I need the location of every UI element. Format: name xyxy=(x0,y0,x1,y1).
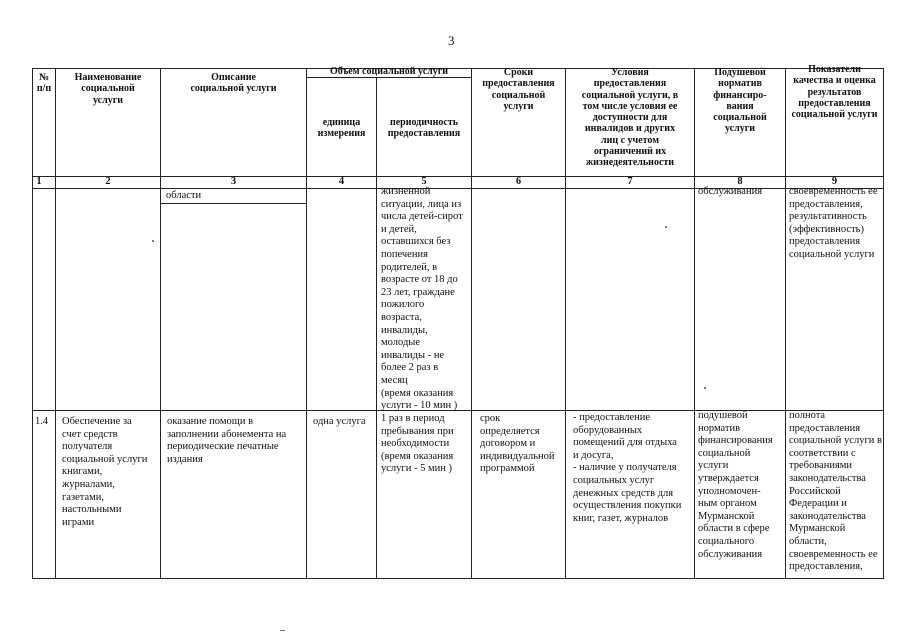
cont-description: области xyxy=(166,190,202,201)
header-volume-group: Объем социальной услуги xyxy=(329,66,449,77)
row-financing: подушевой норматив финансирования социальной услуги утверждается уполномочен- ным органом Мурманской области в сфере социального обслуживания xyxy=(698,410,773,560)
col-border-2 xyxy=(160,68,161,579)
column-number-7: 7 xyxy=(627,176,633,187)
oblasti-underline xyxy=(160,203,306,204)
col-border-8 xyxy=(785,68,786,579)
col-border-7 xyxy=(694,68,695,579)
row-periodicity: 1 раз в период пребывания при необходимости (время оказания услуги - 5 мин ) xyxy=(381,413,454,475)
row-quality-indicators: полнота предоставления социальной услуги в соответствии с требованиями законодательства Российской Федерации и законодательства Мурманской области, своевременность ее предоставления, xyxy=(789,410,882,573)
column-number-1: 1 xyxy=(36,176,42,187)
scan-speck xyxy=(665,226,667,228)
row-service-description: оказание помощи в заполнении абонемента на периодические печатные издания xyxy=(167,416,287,465)
page-number: 3 xyxy=(448,33,455,48)
header-terms: Сроки предоставления социальной услуги xyxy=(482,67,555,112)
scan-speck xyxy=(152,240,154,242)
col-border-4 xyxy=(376,77,377,579)
header-quality-indicators: Показатели качества и оценка результатов предоставления социальной услуги xyxy=(791,64,878,121)
col-border-9 xyxy=(883,68,884,579)
row-terms: срок определяется договором и индивидуальной программой xyxy=(480,413,555,475)
column-number-3: 3 xyxy=(230,176,237,187)
header-financing: Подушевой норматив финансиро- вания социальной услуги xyxy=(713,67,767,135)
header-conditions: Условия предоставления социальной услуги, в том числе условия ее доступности для инвалидов и других лиц с учетом ограничений их жизнедеятельности xyxy=(581,67,679,169)
scan-speck xyxy=(280,630,285,631)
cont-financing: обслуживания xyxy=(698,186,763,197)
cont-periodicity: жизненной ситуации, лица из числа детей-сирот и детей, оставшихся без попечения родителей, в возрасте от 18 до 23 лет, граждане пожилого возраста, инвалиды, молодые инвалиды - не более 2 раз в месяц (время оказания услуги - 10 мин ) xyxy=(381,186,463,412)
column-number-4: 4 xyxy=(338,176,345,187)
column-number-9: 9 xyxy=(831,176,838,187)
row-conditions: - предоставление оборудованных помещений для отдыха и досуга, - наличие у получателя социальных услуг денежных средств для осуществления покупки книг, газет, журналов xyxy=(573,412,682,524)
cont-quality-indicators: своевременность ее предоставления, результативность (эффективность) предоставления социальной услуги xyxy=(789,186,878,260)
column-number-6: 6 xyxy=(515,176,522,187)
col-border-5 xyxy=(471,68,472,579)
scan-speck xyxy=(704,387,706,389)
col-border-0 xyxy=(32,68,33,579)
header-service-name: Наименование социальной услуги xyxy=(74,72,142,106)
row-unit: одна услуга xyxy=(313,416,366,427)
row-service-name: Обеспечение за счет средств получателя социальной услуги книгами, журналами, газетами, настольными играми xyxy=(62,416,148,528)
header-periodicity: периодичность предоставления xyxy=(387,117,461,140)
column-number-2: 2 xyxy=(105,176,111,187)
col-border-1 xyxy=(55,68,56,579)
row-number: 1.4 xyxy=(35,416,49,427)
col-border-3 xyxy=(306,68,307,579)
column-number-8: 8 xyxy=(737,176,743,187)
header-service-description: Описание социальной услуги xyxy=(190,72,277,95)
header-unit: единица измерения xyxy=(317,117,366,140)
header-num: № п/п xyxy=(36,72,52,95)
column-number-5: 5 xyxy=(421,176,427,187)
